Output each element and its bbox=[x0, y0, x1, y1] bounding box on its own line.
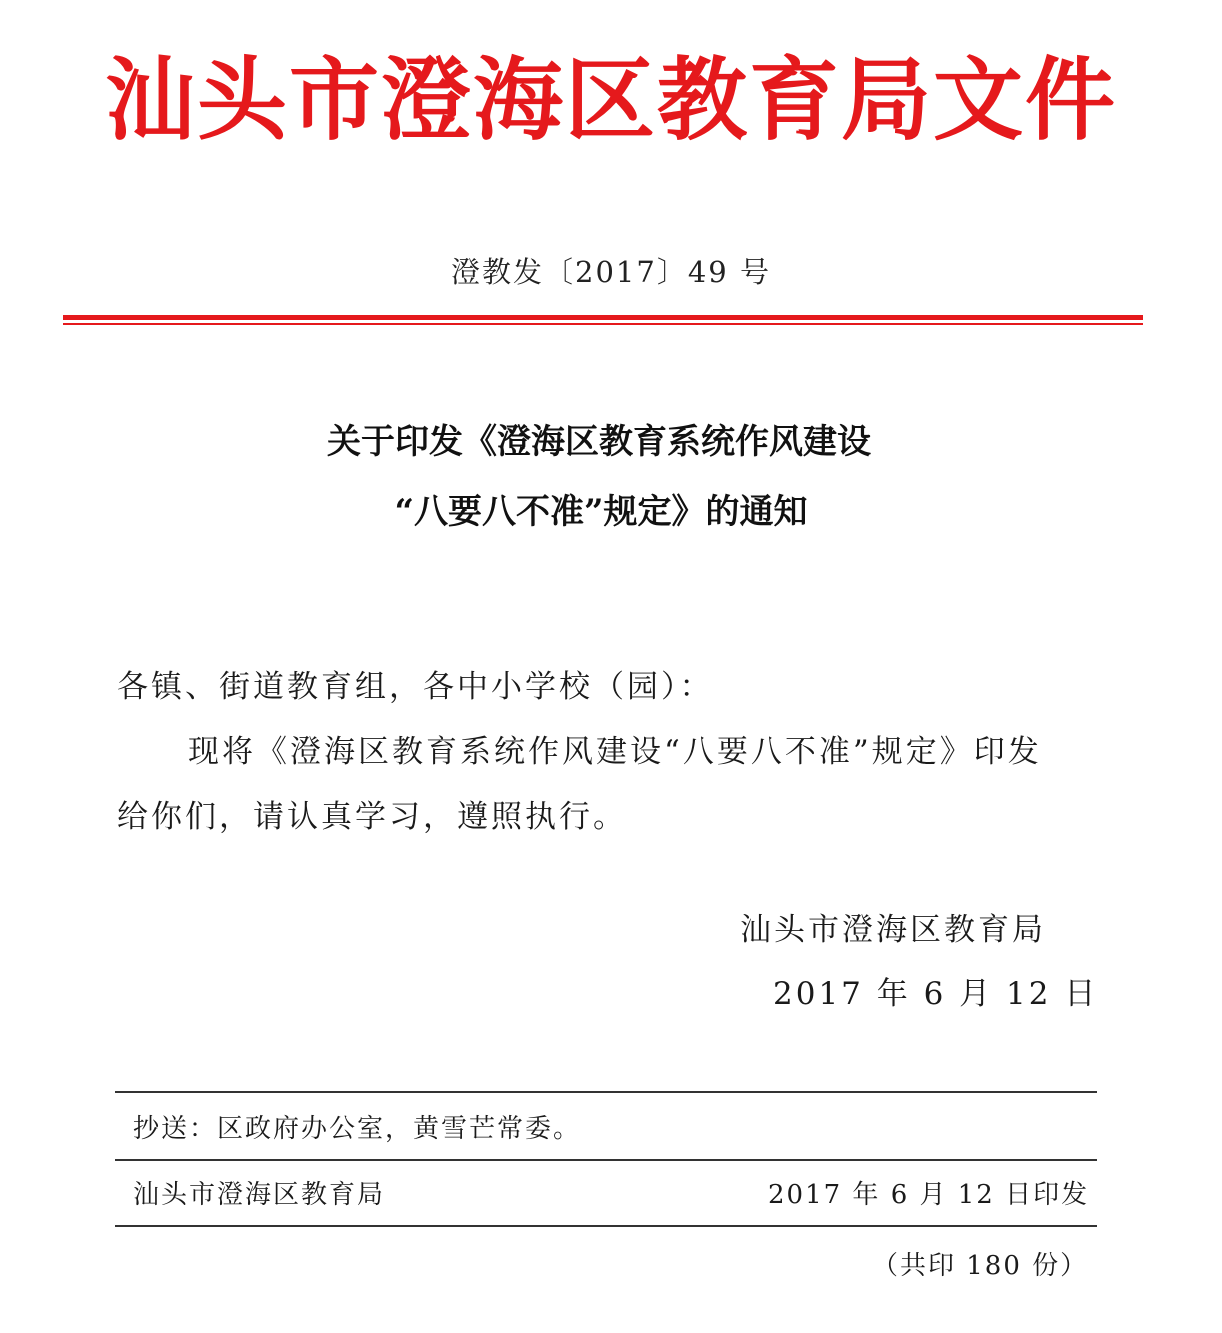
footer-rule-top bbox=[115, 1091, 1097, 1093]
signature-date: 2017 年 6 月 12 日 bbox=[773, 976, 1099, 1012]
copies-printed: （共印 180 份） bbox=[872, 1251, 1089, 1281]
cc-recipients: 抄送：区政府办公室，黄雪芒常委。 bbox=[133, 1114, 582, 1144]
document-number: 澄教发〔2017〕49 号 bbox=[451, 255, 771, 289]
signature-organization: 汕头市澄海区教育局 bbox=[740, 912, 1046, 948]
footer-rule-bottom bbox=[115, 1225, 1097, 1227]
footer-issuer: 汕头市澄海区教育局 bbox=[133, 1180, 386, 1210]
notice-title-line1: 关于印发《澄海区教育系统作风建设 bbox=[327, 422, 871, 462]
red-separator-thick bbox=[63, 315, 1143, 320]
salutation: 各镇、街道教育组，各中小学校（园）： bbox=[117, 669, 714, 705]
footer-rule-middle bbox=[115, 1159, 1097, 1161]
notice-title-line2: “八要八不准”规定》的通知 bbox=[394, 492, 808, 532]
body-paragraph-line1: 现将《澄海区教育系统作风建设“八要八不准”规定》印发 bbox=[188, 734, 1042, 770]
body-paragraph-line2: 给你们，请认真学习，遵照执行。 bbox=[117, 799, 627, 835]
footer-issue-date: 2017 年 6 月 12 日印发 bbox=[768, 1180, 1090, 1210]
red-separator-thin bbox=[63, 323, 1143, 325]
document-header-title: 汕头市澄海区教育局文件 bbox=[105, 47, 1117, 153]
